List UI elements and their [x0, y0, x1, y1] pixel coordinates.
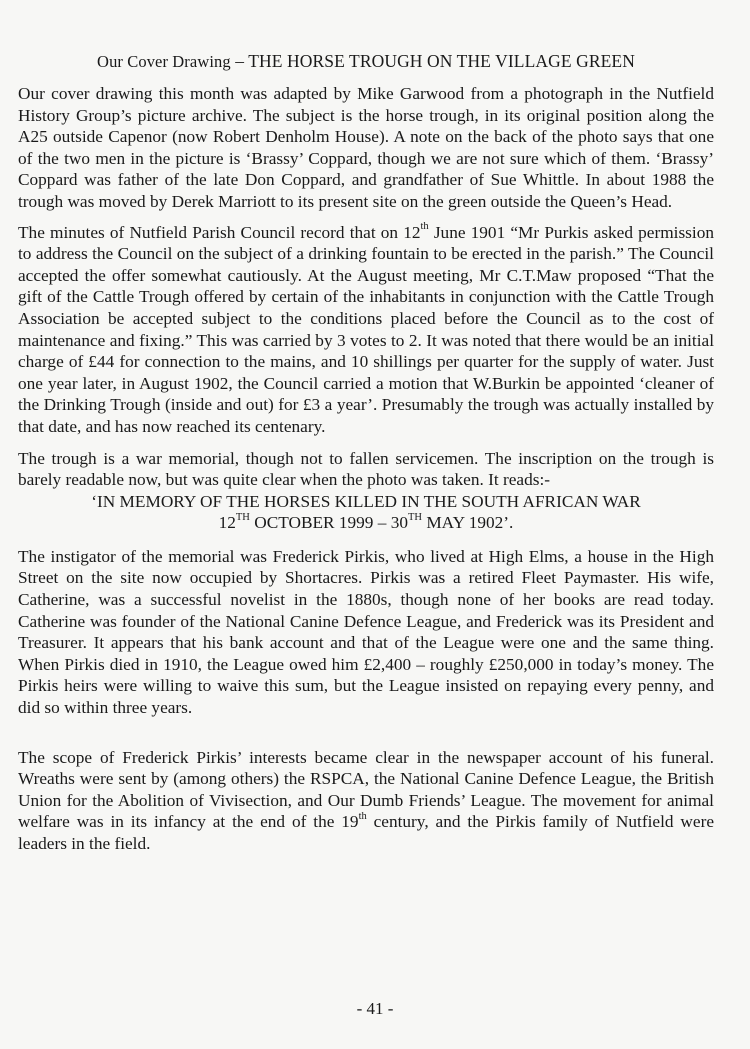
inscription-sup-2: TH [408, 511, 422, 523]
paragraph-cover-drawing: Our cover drawing this month was adapted by Mike Garwood from a photograph in the Nutfield History Group’s picture archive. The subject is the horse trough, in its original position along the A25 outside Capenor (now Robert Denholm House). A note on the back of the photo says that one of the two men in the picture is ‘Brassy’ Coppard, though we are not sure which of them. ‘Brassy’ Coppard was father of the late Don Coppard, and grandfather of Sue Whittle. In about 1988 the trough was moved by Derek Marriott to its present site on the green outside the Queen’s Head. [18, 84, 714, 211]
inscription-day-1: 12 [218, 513, 236, 533]
p2-before: The minutes of Nutfield Parish Council record that on 12 [18, 222, 421, 242]
inscription-end: MAY 1902’. [422, 513, 514, 533]
title-main: THE HORSE TROUGH ON THE VILLAGE GREEN [248, 51, 635, 71]
inscription-block [18, 491, 714, 534]
title-lead: Our Cover Drawing [97, 52, 231, 71]
paragraph-funeral [18, 747, 714, 855]
p5-before: The scope of Frederick Pirkis’ interests became clear in the newspaper account of his funeral. Wreaths were sent by (among others) the RSPCA, the National Canine Defence League, the British Union for the Abolition of Vivisection, and Our Dumb Friends’ League. The movement for animal welfare was in its infancy at the end of the 19 [18, 747, 714, 832]
article-title [18, 50, 714, 73]
inscription-line-2 [18, 512, 714, 534]
paragraph-war-memorial: The trough is a war memorial, though not to fallen servicemen. The inscription on the trough is barely readable now, but was quite clear when the photo was taken. It reads:- [18, 448, 714, 490]
inscription-mid: OCTOBER 1999 – 30 [249, 513, 408, 533]
p2-sup: th [420, 220, 429, 232]
page-number: - 41 - [356, 999, 394, 1018]
title-dash: – [230, 51, 249, 71]
p2-after: June 1901 “Mr Purkis asked permission to address the Council on the subject of a drinking fountain to be erected in the parish.” The Council accepted the offer somewhat cautiously. At the August meeting, Mr C.T.Maw proposed “That the gift of the Cattle Trough offered by certain of the inhabitants in conjunction with the Cattle Trough Association be accepted subject to the conditions placed before the Council as to the cost of maintenance and fixing.” This was carried by 3 votes to 2. It was noted that there would be an initial charge of £44 for connection to the mains, and 10 shillings per quarter for the supply of water. Just one year later, in August 1902, the Council carried a motion that W.Burkin be appointed ‘cleaner of the Drinking Trough (inside and out) for £3 a year’. Presumably the trough was actually installed by that date, and has now reached its centenary. [18, 222, 714, 436]
p5-after: century, and the Pirkis family of Nutfield were leaders in the field. [18, 812, 714, 853]
inscription-line-1: ‘IN MEMORY OF THE HORSES KILLED IN THE SOUTH AFRICAN WAR [91, 491, 641, 511]
paragraph-parish-minutes [18, 222, 714, 438]
inscription-sup-1: TH [235, 511, 250, 523]
p5-sup: th [358, 810, 367, 822]
paragraph-frederick-pirkis: The instigator of the memorial was Frederick Pirkis, who lived at High Elms, a house in the High Street on the site now occupied by Shortacres. Pirkis was a retired Fleet Paymaster. His wife, Catherine, was a successful novelist in the 1880s, though none of her books are read today. Catherine was founder of the National Canine Defence League, and Frederick was its President and Treasurer. It appears that his bank account and that of the League were one and the same thing. When Pirkis died in 1910, the League owed him £2,400 – roughly £250,000 in today’s money. The Pirkis heirs were willing to waive this sum, but the League insisted on repaying every penny, and did so within three years. [18, 546, 714, 718]
